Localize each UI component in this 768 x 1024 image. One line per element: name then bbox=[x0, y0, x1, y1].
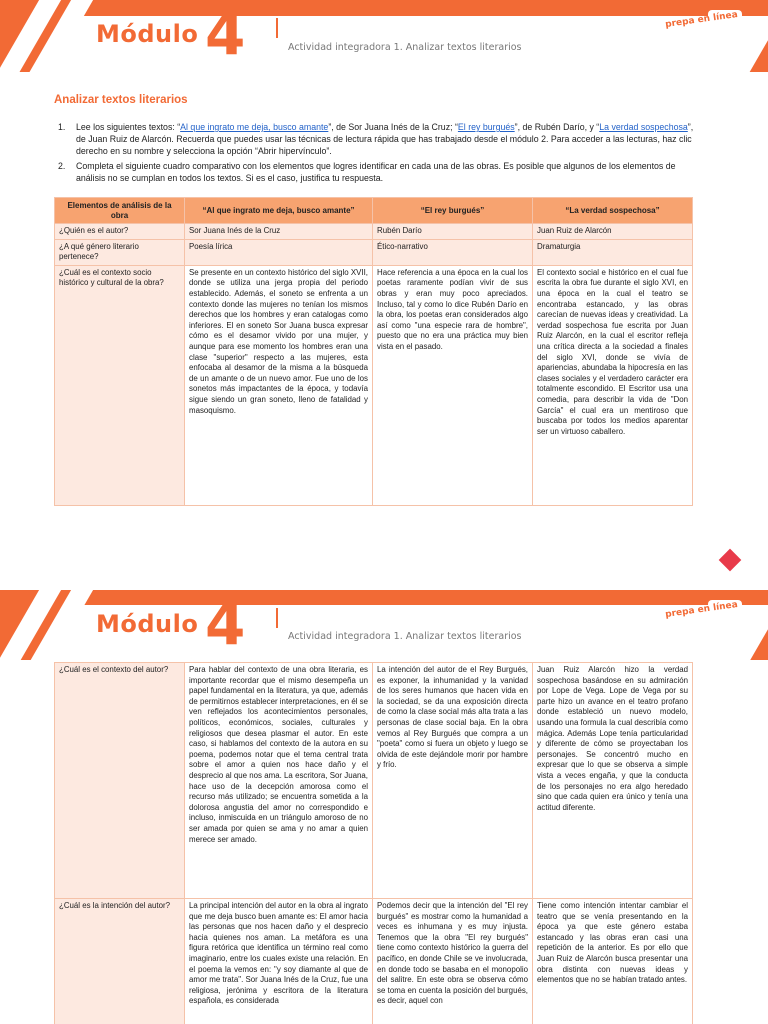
module-number: 4 bbox=[205, 0, 246, 68]
row-label: ¿Quién es el autor? bbox=[55, 224, 185, 240]
instruction-2: 2. Completa el siguiente cuadro comparativo con los elementos que logres identificar en cada una de las obras. Es posible que algunos de los elementos de análisis no se cumplan en todos los textos. Si es el caso, justifica tu respuesta. bbox=[58, 161, 676, 183]
table-cell[interactable]: La intención del autor de el Rey Burgués, es exponer, la inhumanidad y la vanidad de los seres humanos que hacen vida en la sociedad, se da una exposición directa de como la clase social más alta trata a las personas de clase social baja. En la obra vemos al Rey Burgués que compra a un "poeta" como si fuera un objeto y luego se olvida de este dejándole morir por hambre y frío. bbox=[373, 663, 533, 899]
instructions-list bbox=[58, 121, 698, 187]
link-el-rey-burgues[interactable]: El rey burgués bbox=[457, 122, 515, 132]
module-number: 4 bbox=[205, 590, 246, 658]
table-row bbox=[55, 239, 693, 265]
table-cell[interactable]: Rubén Darío bbox=[373, 224, 533, 240]
header-divider bbox=[276, 608, 278, 628]
instruction-1: 1. Lee los siguientes textos: “Al que ingrato me deja, busco amante”, de Sor Juana Inés de la Cruz; “El rey burgués”, de Rubén Darío, y “La verdad sospechosa”, de Juan Ruiz de Alarcón. Recuerda que puedes usar las técnicas de lectura rápida que has trabajado desde el módulo 2. Para acceder a las lecturas, haz clic derecho en su nombre y selecciona la opción “Abrir hipervínculo”. bbox=[58, 122, 694, 156]
table-row bbox=[55, 899, 693, 1024]
table-cell[interactable]: Dramaturgia bbox=[533, 239, 693, 265]
row-label: ¿A qué género literario pertenece? bbox=[55, 239, 185, 265]
table-cell[interactable]: Poesía lírica bbox=[185, 239, 373, 265]
row-label: ¿Cuál es el contexto socio histórico y cultural de la obra? bbox=[55, 265, 185, 505]
link-al-que-ingrato[interactable]: Al que ingrato me deja, busco amante bbox=[180, 122, 329, 132]
table-cell[interactable]: Tiene como intención intentar cambiar el teatro que se venía presentando en la época ya que este género estaba estancado y las obras eran casi una repetición de la anterior. Es por ello que Juan Ruiz de Alarcón busca presentar una obra distinta con nuevas ideas y elementos que no se habían tratado antes. bbox=[533, 899, 693, 1024]
table-row bbox=[55, 265, 693, 505]
module-header bbox=[0, 0, 768, 72]
table-cell[interactable]: Para hablar del contexto de una obra literaria, es importante recordar que el mismo desempeña un papel fundamental en la literatura, ya que, además de permitirnos establecer interpretaciones, en él se ven reflejados los acontecimientos personales, políticos, económicos, sociales, culturales y religiosos que desea plasmar el autor. En este caso, si hablamos del contexto de la autora en su poema, podemos notar que el tema central trata sobre el amor a quien nos hace daño y el desprecio al que nos ama. La escritora, Sor Juana, hace uso de la decepción amorosa como el recurso más utilizado; se encuentra sometida a la dolorosa angustia del amor no correspondido e incluso, inmiscuida en un triángulo amoroso de no ser amada por quien se ama y no amar a quien merece ser amado. bbox=[185, 663, 373, 899]
table-cell[interactable]: El contexto social e histórico en el cual fue escrita la obra fue durante el siglo XVI, en una época en la cual el teatro se encontraba estancado, y las obras carecían de nuevas ideas y creatividad. La verdad sospechosa fue escrita por Juan Ruiz Alarcón, en la cual el escritor refleja una crítica directa a la sociedad a finales del siglo XVI, donde se vivía de apariencias, abundaba la hipocresía en las clases sociales y el verdadero carácter era totalmente escondido. El Escritor usa una comedia, para describir la vida de "Don García" el cual era un mentiroso que buscaba por todos los medios aparentar ser un virtuoso caballero. bbox=[533, 265, 693, 505]
table-cell[interactable]: Podemos decir que la intención del "El rey burgués" es mostrar como la humanidad a veces es inhumana y es muy injusta. Tenemos que la obra "El rey burgués" tiene como contexto histórico la guerra del pacífico, en donde Chile se ve involucrada, en donde todo se basaba en el monopolio del salitre. En este obra se observa cómo se toma en cuenta la posición del burgués, es decir, aquel con bbox=[373, 899, 533, 1024]
table-row bbox=[55, 224, 693, 240]
module-label: Módulo bbox=[96, 610, 199, 638]
table-cell[interactable]: Hace referencia a una época en la cual los poetas raramente podían vivir de sus obras y eran muy poco apreciados. Incluso, tal y como lo dice Rubén Darío en la obra, los poetas eran considerados algo así como "una especie rara de hombre", puesto que no era una práctica muy bien vista en el pasado. bbox=[373, 265, 533, 505]
comparison-table-continued bbox=[54, 662, 693, 1024]
logo-text: prepa en línea bbox=[664, 9, 739, 31]
activity-subtitle: Actividad integradora 1. Analizar textos literarios bbox=[288, 42, 522, 53]
table-cell[interactable]: Juan Ruiz de Alarcón bbox=[533, 224, 693, 240]
row-label: ¿Cuál es la intención del autor? bbox=[55, 899, 185, 1024]
table-cell[interactable]: Sor Juana Inés de la Cruz bbox=[185, 224, 373, 240]
table-header: Elementos de análisis de la obra bbox=[55, 198, 185, 224]
comparison-table bbox=[54, 197, 693, 506]
table-header: “Al que ingrato me deja, busco amante” bbox=[185, 198, 373, 224]
table-cell[interactable]: Ético-narrativo bbox=[373, 239, 533, 265]
row-label: ¿Cuál es el contexto del autor? bbox=[55, 663, 185, 899]
activity-subtitle: Actividad integradora 1. Analizar textos literarios bbox=[288, 631, 522, 642]
module-header bbox=[0, 590, 768, 660]
logo-text: prepa en línea bbox=[664, 599, 739, 621]
table-cell[interactable]: Juan Ruiz Alarcón hizo la verdad sospechosa basándose en su admiración por Lope de Vega. Lope de Vega por su parte hizo un avance en el teatro profano donde estableció un nuevo modelo, usando una formula la cual describía como mágica. Además Lope tenía particularidad y diferente de cómo se proyectaban los personajes. Se concentró mucho en expresar que lo que se observa a simple vista a veces engaña, y que la conducta de los personajes no era algo heredado sino que cada quien era único y tenía una actitud diferente. bbox=[533, 663, 693, 899]
table-header: “El rey burgués” bbox=[373, 198, 533, 224]
section-title: Analizar textos literarios bbox=[54, 94, 188, 106]
table-row bbox=[55, 663, 693, 899]
table-cell[interactable]: La principal intención del autor en la obra al ingrato que me deja busco buen amante es: El amor hacia las personas que nos hacen daño y el desprecio hacia quienes nos aman. La metáfora es una figura retórica que identifica un término real como imaginario, entre los cuales existe una relación. En el poema la vemos en: "y soy diamante al que de amor me trata". Sor Juana Inés de la Cruz, fue una religiosa, jerónima y escritora de la literatura española, es considerada bbox=[185, 899, 373, 1024]
module-label: Módulo bbox=[96, 20, 199, 48]
table-header: “La verdad sospechosa” bbox=[533, 198, 693, 224]
header-divider bbox=[276, 18, 278, 38]
table-cell[interactable]: Se presente en un contexto histórico del siglo XVII, donde se utiliza una jerga propia del periodo establecido. Además, el soneto se enfrenta a un contexto donde las mujeres no tenían los mismos derechos que los hombres y eran catalogas como inferiores. El en soneto Sor Juana busca expresar cómo es el desamor vivido por una mujer, y aunque para ese momento los hombres eran una clase "superior" respecto a las mujeres, esta enfocaba al desamor de la misma a la búsqueda de un amante o de un nuevo amor. Fue uno de los sonetos más impactantes de la época, y todavía sigue siendo un gran soneto, lleno de fatalidad y masoquismo. bbox=[185, 265, 373, 505]
link-la-verdad-sospechosa[interactable]: La verdad sospechosa bbox=[599, 122, 688, 132]
